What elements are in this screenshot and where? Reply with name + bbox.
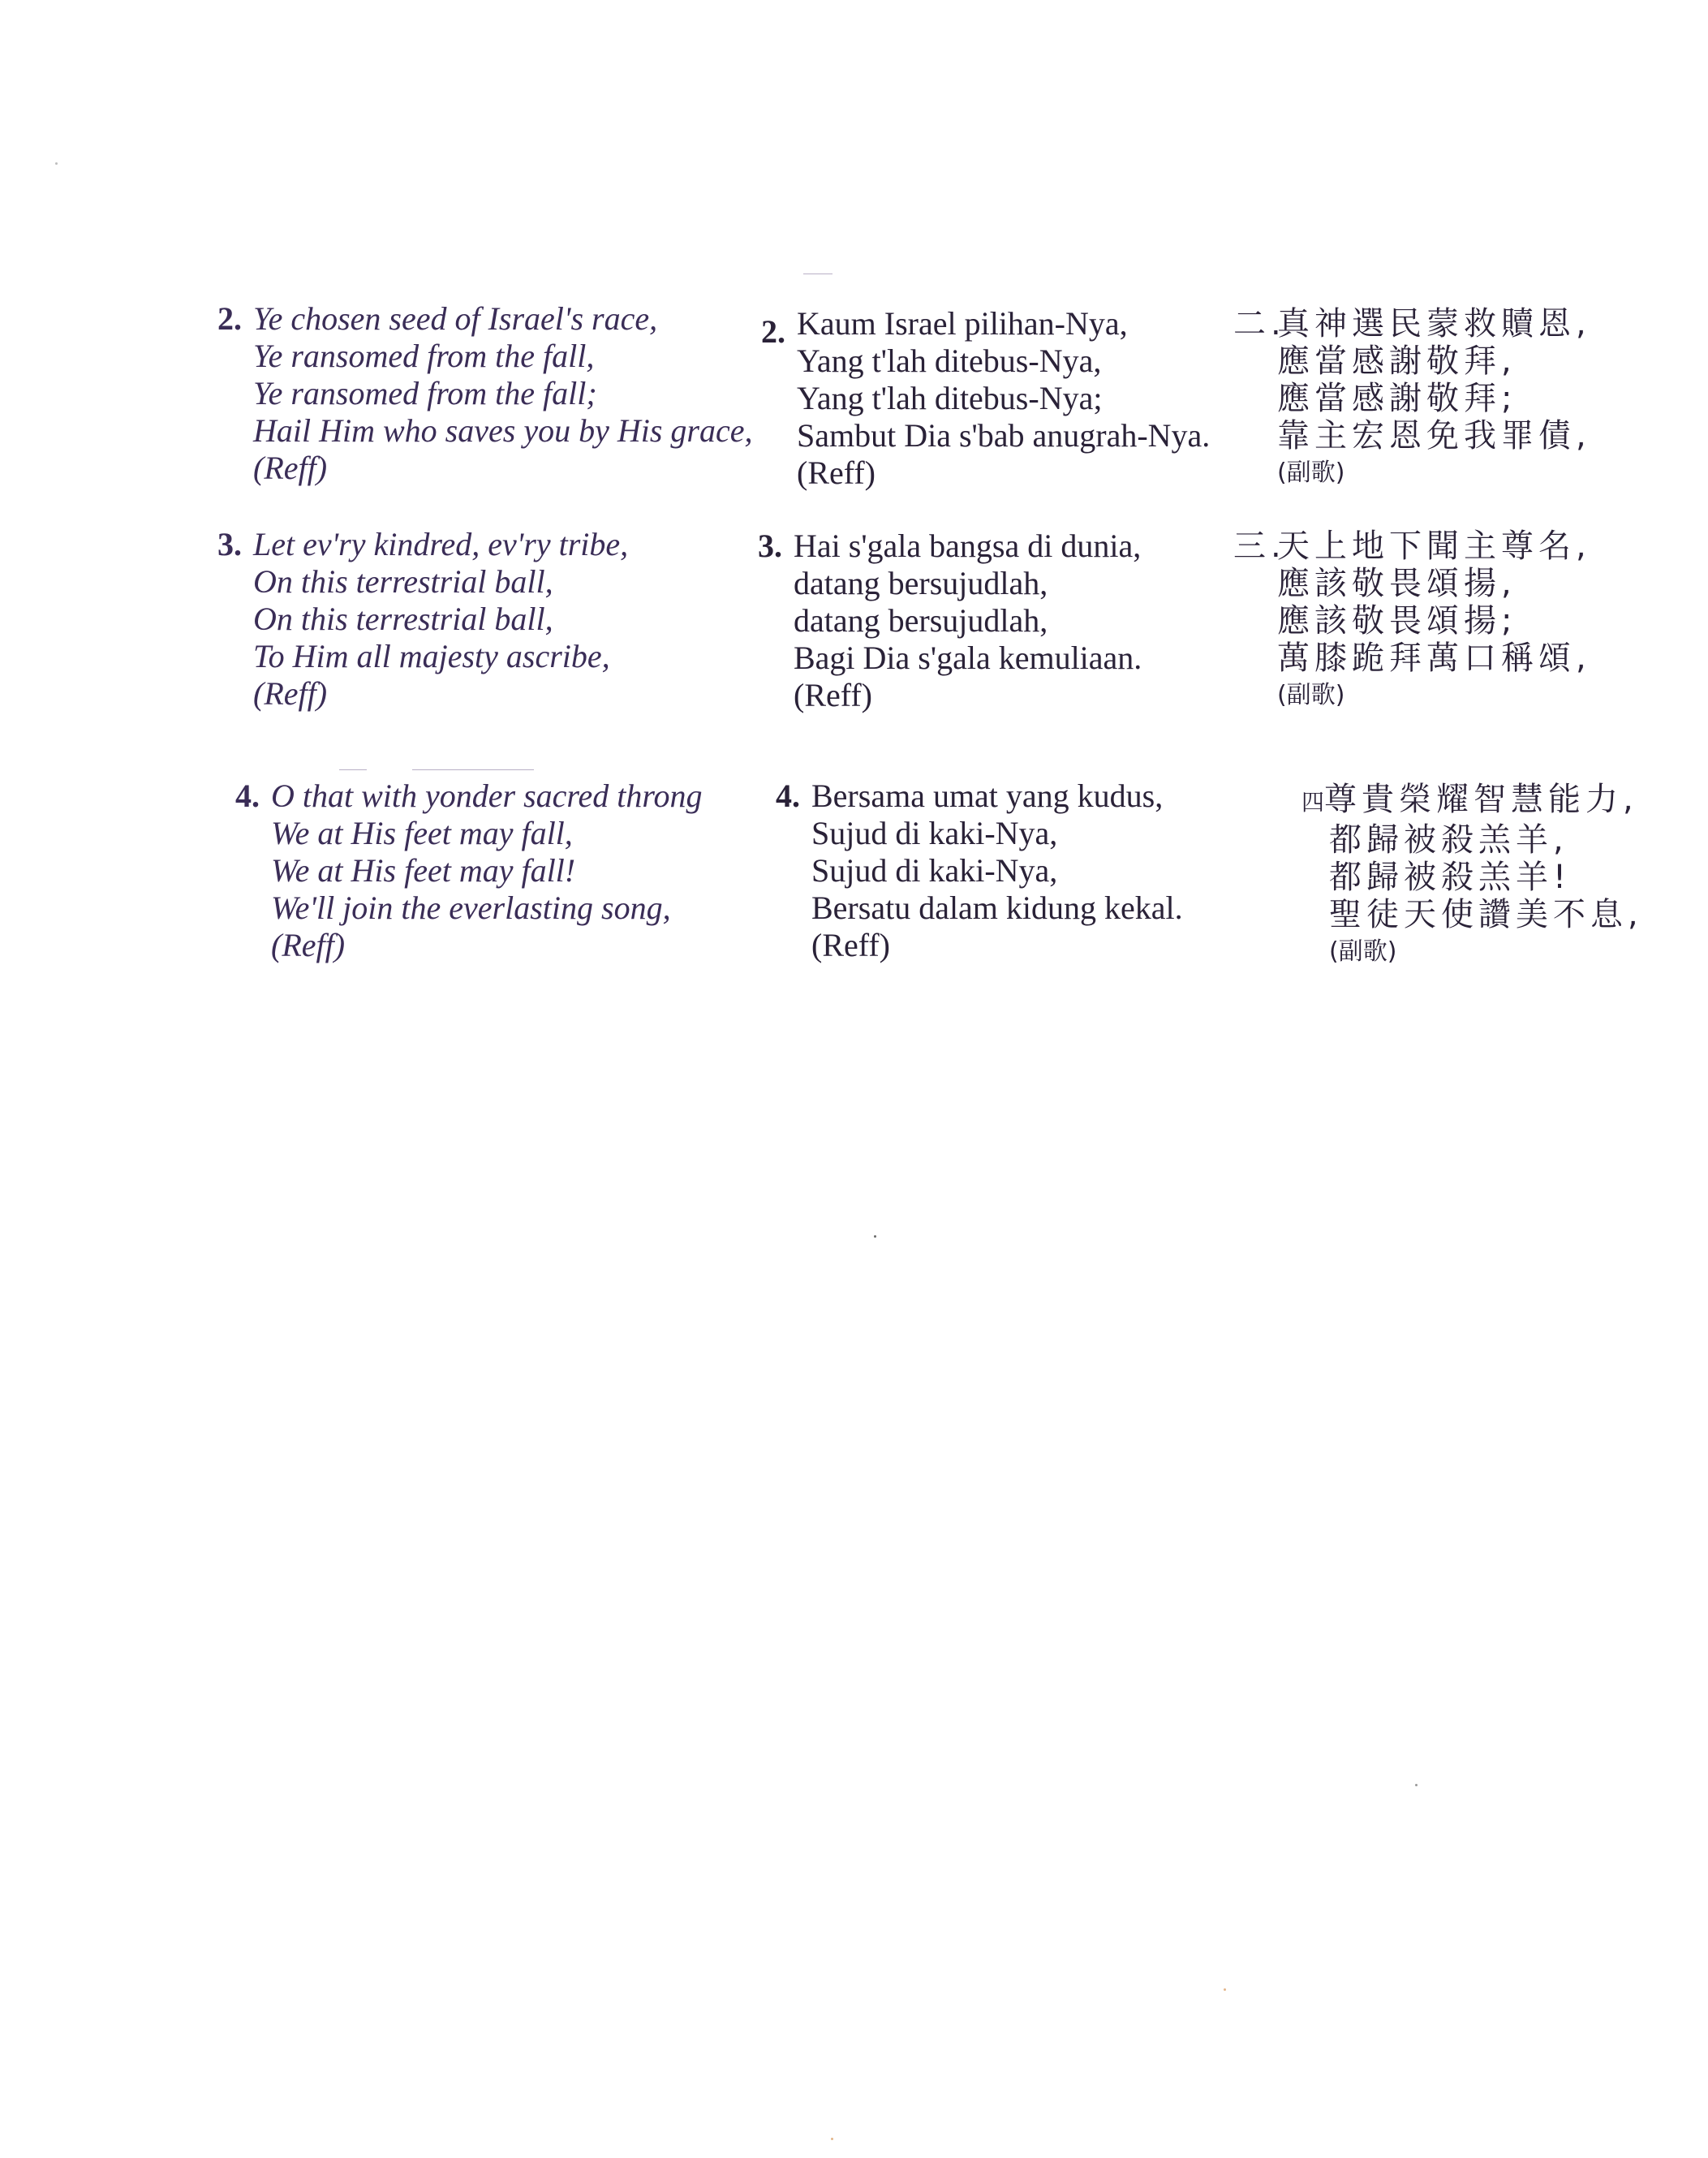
lyric-line: 真神選民蒙救贖恩, <box>1277 305 1591 342</box>
lyric-line: Hai s'gala bangsa di dunia, <box>794 528 1142 564</box>
lyric-line: 萬膝跪拜萬口稱頌, <box>1277 640 1591 677</box>
scan-speck <box>1415 1784 1418 1786</box>
stanza-number: 二. <box>1233 305 1286 342</box>
lyric-line: To Him all majesty ascribe, <box>253 638 610 674</box>
lyric-line: On this terrestrial ball, <box>253 601 553 637</box>
indonesian-stanza-3 <box>758 528 1142 714</box>
lyric-line: Kaum Israel pilihan-Nya, <box>797 305 1128 342</box>
lyric-line: datang bersujudlah, <box>794 602 1048 639</box>
stanza-number: 3. <box>758 528 782 564</box>
lyric-line: Bersatu dalam kidung kekal. <box>811 889 1183 926</box>
refrain-marker: (Reff) <box>253 675 328 712</box>
scan-speck <box>55 162 58 165</box>
chinese-stanza-4 <box>1301 781 1643 971</box>
lyric-line: 靠主宏恩免我罪債, <box>1277 417 1591 454</box>
refrain-marker: (副歌) <box>1277 681 1345 709</box>
lyric-line: O that with yonder sacred throng <box>271 777 703 814</box>
stanza-number: 三. <box>1233 528 1286 565</box>
lyric-line: 應當感謝敬拜, <box>1277 342 1517 380</box>
lyric-line: 聖徒天使讚美不息, <box>1329 896 1643 933</box>
lyric-line: 應該敬畏頌揚, <box>1277 565 1517 602</box>
english-stanza-2 <box>217 300 752 487</box>
scan-speck <box>874 1235 876 1238</box>
stanza-number: 四 <box>1301 789 1325 816</box>
stanza-number: 3. <box>217 526 242 562</box>
refrain-marker: (Reff) <box>811 927 890 963</box>
lyric-line: Yang t'lah ditebus-Nya; <box>797 380 1103 416</box>
lyric-line: Let ev'ry kindred, ev'ry tribe, <box>253 526 629 562</box>
lyric-line: We at His feet may fall! <box>271 852 576 889</box>
scan-speck <box>831 2138 833 2140</box>
lyric-line: Sujud di kaki-Nya, <box>811 852 1058 889</box>
lyric-line: 都歸被殺羔羊, <box>1329 821 1568 859</box>
english-stanza-3 <box>217 526 628 713</box>
lyric-line: On this terrestrial ball, <box>253 563 553 600</box>
lyric-line: datang bersujudlah, <box>794 565 1048 601</box>
lyric-line: Ye ransomed from the fall; <box>253 375 597 411</box>
scan-mark <box>339 769 367 770</box>
stanza-number: 2. <box>217 300 242 337</box>
lyric-line: 都歸被殺羔羊! <box>1329 859 1572 896</box>
refrain-marker: (副歌) <box>1329 937 1397 966</box>
stanza-number: 4. <box>776 777 800 814</box>
indonesian-stanza-4 <box>776 777 1183 964</box>
lyric-line: 應當感謝敬拜; <box>1277 380 1517 417</box>
lyric-line: 尊貴榮耀智慧能力, <box>1324 781 1638 818</box>
lyric-line: Hail Him who saves you by His grace, <box>253 412 753 449</box>
lyric-line: 應該敬畏頌揚; <box>1277 602 1517 640</box>
chinese-stanza-2 <box>1233 305 1591 492</box>
lyric-line: Ye ransomed from the fall, <box>253 338 595 374</box>
english-stanza-4 <box>235 777 702 964</box>
lyric-line: 天上地下聞主尊名, <box>1277 528 1591 565</box>
lyric-line: Sambut Dia s'bab anugrah-Nya. <box>797 417 1211 454</box>
refrain-marker: (Reff) <box>271 927 346 963</box>
scan-speck <box>1224 1988 1226 1991</box>
lyric-line: We'll join the everlasting song, <box>271 889 671 926</box>
lyric-line: We at His feet may fall, <box>271 815 573 851</box>
lyric-line: Bagi Dia s'gala kemuliaan. <box>794 640 1142 676</box>
refrain-marker: (副歌) <box>1277 459 1345 487</box>
scan-mark <box>412 769 534 770</box>
stanza-number: 2. <box>761 313 785 350</box>
chinese-stanza-3 <box>1233 528 1591 714</box>
lyric-line: Sujud di kaki-Nya, <box>811 815 1058 851</box>
lyric-line: Bersama umat yang kudus, <box>811 777 1164 814</box>
refrain-marker: (Reff) <box>797 454 876 491</box>
lyric-line: Yang t'lah ditebus-Nya, <box>797 342 1102 379</box>
lyric-line: Ye chosen seed of Israel's race, <box>253 300 658 337</box>
stanza-number: 4. <box>235 777 260 814</box>
indonesian-stanza-2 <box>761 305 1211 492</box>
refrain-marker: (Reff) <box>253 450 328 486</box>
refrain-marker: (Reff) <box>794 677 872 713</box>
